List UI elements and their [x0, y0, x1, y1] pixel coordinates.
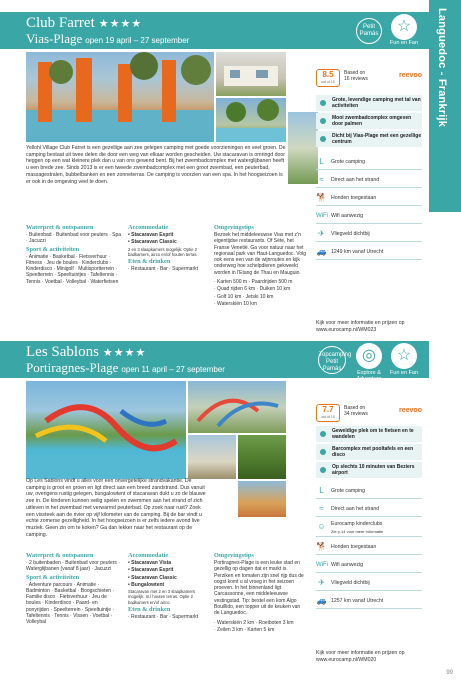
facility-row: 🚙 1249 km vanaf Utrecht — [316, 244, 422, 260]
accom-item: • Stacaravan Vista — [128, 560, 172, 566]
accom-title: Accommodatie — [128, 552, 169, 559]
facility-row: L Grote camping — [316, 154, 422, 170]
photo-gallery — [26, 52, 286, 142]
park-club-farret — [0, 12, 429, 332]
more-info-link[interactable]: Kijk voor meer informatie en prijzen op www.eurocamp.nl/WM020 — [316, 650, 405, 663]
photo-beach — [288, 112, 318, 184]
reevoo-logo: reevoo — [399, 407, 422, 414]
distance-line: · Karten 500 m · Paardrijden 500 m — [214, 279, 293, 286]
photo-pool-area — [216, 98, 286, 142]
dog-icon: 🐕 — [316, 193, 327, 202]
bullet-icon — [320, 118, 326, 124]
facility-row: WiFi Wifi aanwezig — [316, 557, 422, 573]
large-camping-icon: L — [319, 157, 324, 166]
environment-section — [214, 224, 306, 308]
reevoo-logo: reevoo — [399, 72, 422, 79]
env-title: Omgevingstips — [214, 224, 254, 231]
accom-note: 2 en 3 slaapkamers mogelijk. Optie 2 badkamers, airco en/of houten terras. — [128, 246, 198, 257]
sport-title: Sport & activiteiten — [26, 245, 80, 253]
accom-item: • Stacaravan Esprit — [128, 232, 174, 238]
park-name: Les Sablons — [26, 344, 99, 360]
bullet-icon — [320, 136, 326, 142]
accom-item: • Stacaravan Classic — [128, 574, 177, 581]
env-title: Omgevingstips — [214, 552, 254, 559]
environment-section — [214, 552, 306, 634]
eat-list: · Restaurant · Bar · Supermarkt — [128, 266, 199, 272]
page-number: 99 — [446, 670, 453, 676]
car-icon: 🚙 — [316, 596, 327, 605]
star-label: Explore & Adventure — [356, 370, 382, 382]
topcamping-badge: Topcamping Petit Pamás — [318, 346, 346, 374]
highlight-item: Barcomplex met pooltafels en een disco — [316, 444, 422, 460]
highlight-item: Geweldige plek om te fietsen en te wandelen — [316, 426, 422, 442]
facility-row: ≈ Direct aan het strand — [316, 501, 422, 517]
water-section — [26, 552, 122, 627]
water-list: · 2 buitenbaden · Buitenbad voor peuters · Waterglijbanen (vanaf 8 jaar) · Jacuzzi — [26, 560, 120, 573]
bullet-icon — [320, 467, 326, 473]
facility-row: L Grote camping — [316, 483, 422, 499]
distance-line: · Waterskiën 2 km · Roeiboten 3 km — [214, 619, 294, 626]
highlight-item: Dicht bij Vias-Plage met een gezellige centrum — [316, 131, 422, 147]
park-period: open 19 april – 27 september — [85, 36, 190, 45]
photo-mobile-home — [216, 52, 286, 96]
park-location: Vias-Plage — [26, 31, 83, 46]
review-count: 34 reviews — [344, 411, 368, 417]
review-score: 8.5 out of 10 — [316, 69, 340, 87]
petit-pamas-badge: Petit Pamás — [356, 18, 382, 44]
accom-item: • Bungalowtent — [128, 581, 165, 588]
facility-row: ☺ Eurocamp kinderclubs Zie p.14 voor meer informatie — [316, 519, 422, 537]
facility-row: ✈ Vliegveld dichtbij — [316, 575, 422, 591]
wifi-icon: WiFi — [316, 562, 328, 568]
more-info-link[interactable]: Kijk voor meer informatie en prijzen op www.eurocamp.nl/WM023 — [316, 320, 405, 333]
bullet-icon — [320, 100, 326, 106]
region-side-tab — [429, 0, 461, 680]
bullet-icon — [320, 449, 326, 455]
wifi-icon: WiFi — [316, 213, 328, 219]
accom-note: Stacaravan met 2 en 3 slaapkamers mogelijk. In.l houten terras. Optie 2 badkamers en/of airco. — [128, 589, 196, 605]
review-box: 8.5 out of 10 Based on 16 reviews reevoo — [316, 68, 422, 91]
facility-row: ✈ Vliegveld dichtbij — [316, 226, 422, 242]
region-tab-bar — [429, 0, 461, 212]
airplane-icon: ✈ — [318, 578, 325, 587]
review-count: 16 reviews — [344, 76, 368, 82]
accom-item: • Stacaravan Esprit — [128, 567, 174, 574]
sport-title: Sport & activiteiten — [26, 573, 80, 581]
facility-row: 🐕 Honden toegestaan — [316, 190, 422, 206]
sport-list: · Adventure parcours · Animatie · Badminton · Basketbal · Boogschieten · Familie disco · Fietsverhuur · Jeu de boules · Kinderdisco · Paard- en ponyrijden · Speelterrein · Speeltuintje · Tafeltennis · Tennis · Vissen · Voetbal · Volleybal — [26, 581, 115, 626]
distance-line: · Waterskiën 10 km — [214, 300, 257, 307]
star-rating: ★★★★ — [98, 18, 143, 30]
facility-row: 🐕 Honden toegestaan — [316, 539, 422, 555]
accommodation-section — [128, 552, 208, 621]
park-name: Club Farret — [26, 15, 95, 31]
env-text: Portiragnes-Plage is een leuke stad en gezellig op dagen dat er markt is. Perziken en tomaten zijn snel rijp dus de oogst komt u al vroeg in het seizoen proeven. In het binnenland ligt Carcassonne, een middeleeuwse vestingstad. Tip: bestel een kom Aigo Bouillido, een topper uit de keuken van de Languedoc. — [214, 560, 304, 617]
review-score: 7.7 out of 10 — [316, 404, 340, 422]
explore-icon: ◎ — [356, 343, 382, 369]
park-period: open 11 april – 27 september — [121, 365, 225, 374]
facility-row: ≈ Direct aan het strand — [316, 172, 422, 188]
water-title: Waterpret & ontspannen — [26, 224, 94, 231]
star-label: Fun en Fan — [389, 40, 419, 46]
water-title: Waterpret & ontspannen — [26, 552, 94, 559]
distance-line: · Quad rijden 6 km · Duiken 10 km — [214, 286, 291, 293]
eat-title: Eten & drinken — [128, 605, 171, 613]
distance-line: · Golf 10 km · Jetski 10 km — [214, 293, 274, 300]
water-section — [26, 224, 122, 286]
env-text: Bezoek het middeleeuwse Vias met z'n eigentijdse restaurants. Of Sète, het Franse Venetië. Ga voor natuur naar het regionaal park van Haut-Languedoc. Volg ook eens een van de wijnroutes en kijk onderweg hoe schelpdieren gekweekt worden in l'Etang de Thau en Mauguio. — [214, 232, 307, 276]
airplane-icon: ✈ — [318, 229, 325, 238]
park-header — [0, 12, 429, 49]
review-box: 7.7 out of 10 Based on 34 reviews reevoo — [316, 403, 422, 426]
park-header — [0, 341, 429, 382]
accom-item: • Stacaravan Classic — [128, 239, 177, 246]
facility-row: 🚙 1257 km vanaf Utrecht — [316, 593, 422, 609]
photo-slide-tower — [238, 481, 286, 517]
accom-title: Accommodatie — [128, 224, 169, 231]
photo-mobile-home — [188, 435, 236, 479]
photo-garden — [238, 435, 286, 479]
kidsclub-icon: ☺ — [317, 522, 326, 531]
photo-slides — [188, 381, 286, 433]
eat-list: · Restaurant · Bar · Supermarkt — [128, 613, 199, 620]
photo-gallery — [26, 381, 286, 479]
eat-title: Eten & drinken — [128, 258, 171, 265]
highlight-item: Grote, levendige camping met tal van activiteiten — [316, 95, 422, 111]
star-label: Fun en Fan — [389, 370, 419, 376]
facility-row: WiFi Wifi aanwezig — [316, 208, 422, 224]
photo-waterpark — [26, 381, 186, 479]
park-location: Portiragnes-Plage — [26, 360, 119, 375]
region-label: Languedoc - Frankrijk — [436, 8, 448, 128]
park-description: Yellohl Village Club Farret is een gezellige aan zee gelegen camping met goede voorzieningen en veel groen. De camping bestaat uit twee delen die door een weg van elkaar worden gescheiden. Uw stacaravan is omringd door heggen op een wat kleinere plek dan u van ons gewend bent. Bij het zwembadcomplex met waterglijbanen heeft u een brede zee. Sinds 2013 is er een tweede zwembadcomplex met een groot zwembad, een peuterbad, massagestralen, bubbelbanken en een zonneterras. De camping is voorzien van een spa. In het hoogseizoen is er ook in de omgeving veel te doen. — [26, 145, 286, 185]
distance-line: · Zeilen 3 km · Karten 5 km — [214, 626, 275, 633]
fun-star-icon: ☆ — [391, 14, 417, 40]
dog-icon: 🐕 — [316, 542, 327, 551]
photo-pool-palms — [26, 52, 214, 142]
accommodation-section — [128, 224, 208, 273]
sport-list: · Animatie · Basketbal · Fietsverhuur · Fitness · Jeu de boules · Kinderclubs · Kinderdisco · Minigolf · Multisportterrein · Speelterrein · Speeltuintjes · Tafeltennis · Tennis · Voetbal · Volleybal · Waterfietsen — [26, 253, 119, 285]
park-description: Op Les Sablons vindt u alles voor een onvergetelijke strandvakantie. De camping is groot en groen en ligt direct aan een breed zandstrand. Dus vanuit uw, overigens rustig gelegen, bungalowtent of stacaravan dukt u zo de blauwe zee in. De kinderen kunnen veilig spelen en zwemmen aan het strand of zich uitleven in het zwembad met verwarmd peuterbad. Op zoek naar rust? Zoek een vissteek aan de rivier op vijf kilometer van de camping. Bij de bar vindt u echte zomerse gezelligheid. In het hoogseizoen is er zelfs iedere avond live muziek. Geen zin om te koken? Ga dan lekker naar het restaurant op de camping. — [26, 478, 206, 538]
large-camping-icon: L — [319, 486, 324, 495]
fun-star-icon: ☆ — [391, 343, 417, 369]
highlight-item: Op slechts 10 minuten van Beziers airport — [316, 462, 422, 478]
highlight-item: Mooi zwembadcomplex omgeven door palmen — [316, 113, 422, 129]
park-les-sablons — [0, 341, 429, 676]
beach-icon: ≈ — [319, 504, 324, 513]
water-list: · Buitenbad · Buitenbad voor peuters · Spa · Jacuzzi — [26, 232, 122, 245]
beach-icon: ≈ — [319, 175, 324, 184]
bullet-icon — [320, 431, 326, 437]
car-icon: 🚙 — [316, 247, 327, 256]
star-rating: ★★★★ — [102, 347, 147, 359]
